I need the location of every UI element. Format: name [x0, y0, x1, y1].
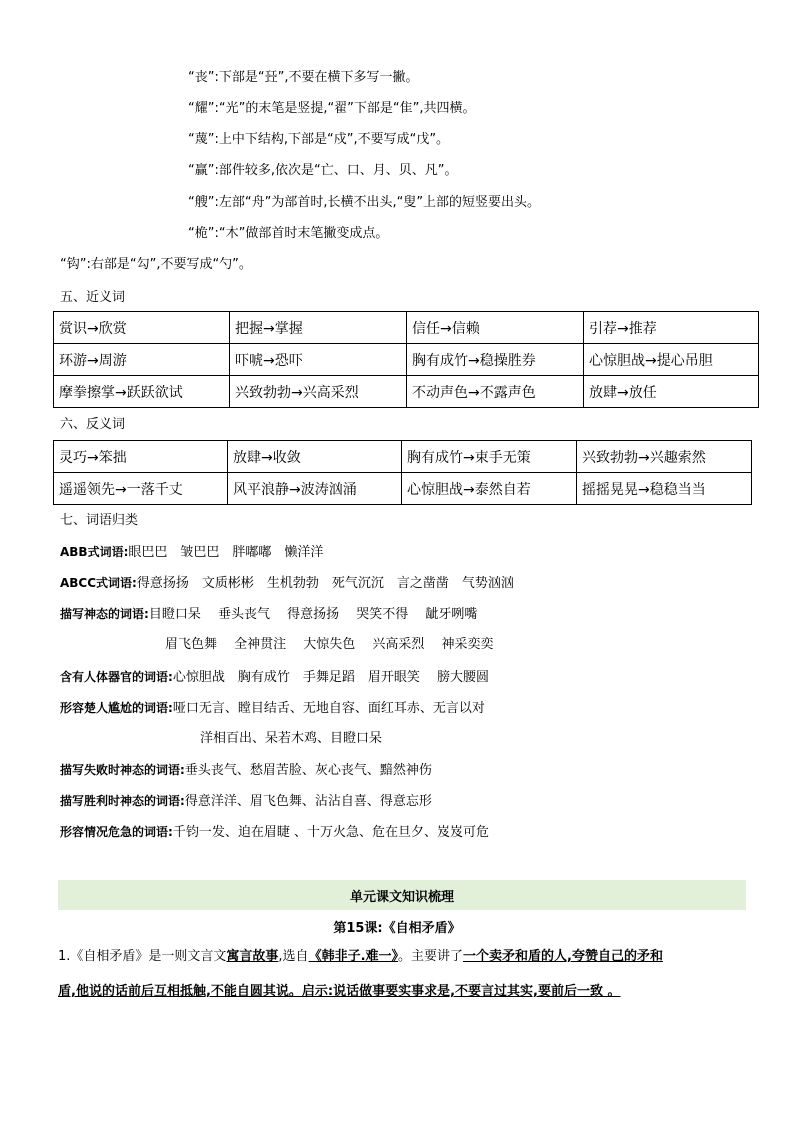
table-row — [54, 441, 752, 473]
category-line — [60, 574, 514, 593]
category-label: ABCC式词语: — [60, 576, 137, 590]
underlined-answer: 一个卖矛和盾的人,夸赞自己的矛和 — [463, 949, 663, 964]
table-cell: 心惊胆战→泰然自若 — [402, 473, 577, 505]
note-line: “桅”:“木”做部首时末笔撇变成点。 — [188, 226, 389, 241]
note-line: “钩”:右部是“勾”,不要写成“勺”。 — [60, 257, 252, 272]
section-heading-synonyms: 五、近义词 — [60, 290, 126, 305]
category-words: 垂头丧气、愁眉苦脸、灰心丧气、黯然神伤 — [184, 763, 432, 778]
table-row — [54, 312, 759, 344]
section-banner: 单元课文知识梳理 — [58, 880, 746, 910]
table-cell: 赏识→欣赏 — [54, 312, 230, 344]
antonyms-table — [53, 440, 752, 505]
table-cell: 摩拳擦掌→跃跃欲试 — [54, 376, 230, 408]
category-line — [60, 543, 323, 562]
category-words: 心惊胆战 胸有成竹 手舞足蹈 眉开眼笑 膀大腰圆 — [172, 670, 489, 685]
note-line: “艘”:左部“舟”为部首时,长横不出头,“叟”上部的短竖要出头。 — [188, 195, 541, 210]
category-words: 哑口无言、瞠目结舌、无地自容、面红耳赤、无言以对 — [172, 701, 485, 716]
category-label: 描写失败时神态的词语: — [60, 763, 185, 777]
category-label: 形容情况危急的词语: — [60, 825, 173, 839]
table-row — [54, 376, 759, 408]
category-words: 目瞪口呆 垂头丧气 得意扬扬 哭笑不得 龇牙咧嘴 — [148, 607, 478, 622]
table-row — [54, 344, 759, 376]
table-cell: 把握→掌握 — [230, 312, 407, 344]
category-line — [60, 761, 432, 780]
category-words-continued: 眉飞色舞 全神贯注 大惊失色 兴高采烈 神采奕奕 — [165, 637, 494, 652]
note-line: “耀”:“光”的末笔是竖提,“翟”下部是“隹”,共四横。 — [188, 101, 476, 116]
category-line — [60, 792, 432, 811]
synonyms-table — [53, 311, 759, 408]
table-cell: 灵巧→笨拙 — [54, 441, 228, 473]
table-row — [54, 473, 752, 505]
category-words: 得意洋洋、眉飞色舞、沾沾自喜、得意忘形 — [184, 794, 432, 809]
text-run: 。主要讲了 — [398, 949, 464, 964]
table-cell: 放肆→收敛 — [228, 441, 402, 473]
category-words: 得意扬扬 文质彬彬 生机勃勃 死气沉沉 言之凿凿 气势汹汹 — [136, 576, 514, 591]
table-cell: 心惊胆战→提心吊胆 — [584, 344, 759, 376]
category-line — [60, 699, 485, 718]
paragraph-line-1 — [58, 947, 663, 967]
section-heading-antonyms: 六、反义词 — [60, 417, 126, 432]
underlined-answer: 寓言故事 — [226, 949, 279, 964]
table-cell: 引荐→推荐 — [584, 312, 759, 344]
underlined-answer: 《韩非子.难一》 — [308, 949, 399, 964]
table-cell: 不动声色→不露声色 — [407, 376, 584, 408]
note-line: “赢”:部件较多,依次是“亡、口、月、贝、凡”。 — [188, 163, 458, 178]
category-label: 描写神态的词语: — [60, 607, 149, 621]
category-label: 形容楚人尴尬的词语: — [60, 701, 173, 715]
text-run: 1.《自相矛盾》是一则文言文 — [58, 949, 227, 964]
table-cell: 遥遥领先→一落千丈 — [54, 473, 228, 505]
category-words: 千钧一发、迫在眉睫 、十万火急、危在旦夕、岌岌可危 — [172, 825, 489, 840]
table-cell: 兴致勃勃→兴高采烈 — [230, 376, 407, 408]
note-line: “丧”:下部是“㠭”,不要在横下多写一撇。 — [188, 70, 419, 85]
table-cell: 胸有成竹→稳操胜券 — [407, 344, 584, 376]
paragraph-line-2: 盾,他说的话前后互相抵触,不能自圆其说。启示:说话做事要实事求是,不要言过其实,要前后一致 。 — [58, 984, 621, 999]
category-line — [60, 605, 477, 624]
category-line — [60, 668, 489, 687]
table-cell: 兴致勃勃→兴趣索然 — [577, 441, 752, 473]
text-run: ,选自 — [278, 949, 309, 964]
table-cell: 放肆→放任 — [584, 376, 759, 408]
category-label: ABB式词语: — [60, 545, 129, 559]
category-words: 眼巴巴 皱巴巴 胖嘟嘟 懒洋洋 — [128, 545, 324, 560]
category-line — [60, 823, 489, 842]
note-line: “蔑”:上中下结构,下部是“戍”,不要写成“戊”。 — [188, 132, 450, 147]
table-cell: 胸有成竹→束手无策 — [402, 441, 577, 473]
lesson-title: 第15课:《自相矛盾》 — [333, 921, 461, 936]
table-cell: 吓唬→恐吓 — [230, 344, 407, 376]
table-cell: 环游→周游 — [54, 344, 230, 376]
table-cell: 摇摇晃晃→稳稳当当 — [577, 473, 752, 505]
category-label: 描写胜利时神态的词语: — [60, 794, 185, 808]
table-cell: 风平浪静→波涛汹涌 — [228, 473, 402, 505]
category-label: 含有人体器官的词语: — [60, 670, 173, 684]
category-words-continued: 洋相百出、呆若木鸡、目瞪口呆 — [200, 731, 383, 746]
table-cell: 信任→信赖 — [407, 312, 584, 344]
section-heading-classify: 七、词语归类 — [60, 513, 139, 528]
